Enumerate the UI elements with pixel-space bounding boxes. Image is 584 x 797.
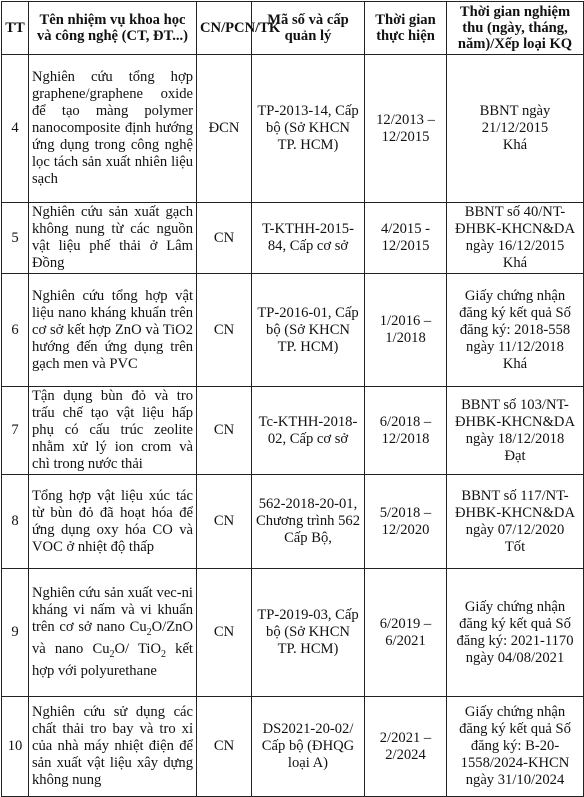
cell-period: 1/2016 – 1/2018	[365, 274, 447, 387]
header-code: Mã số và cấp quản lý	[252, 2, 365, 55]
accept-text: BBNT số 103/NT-ĐHBK-KHCN&DA ngày 18/12/2018	[455, 396, 575, 447]
cell-code: Tc-KTHH-2018-02, Cấp cơ sở	[252, 387, 365, 475]
accept-text: Giấy chứng nhận đăng ký kết quả Số đăng ký: B-20-1558/2024-KHCN ngày 31/10/2024	[459, 704, 571, 788]
cell-tt: 8	[2, 475, 29, 569]
header-accept: Thời gian nghiệm thu (ngày, tháng, năm)/Xếp loại KQ	[447, 2, 584, 55]
cell-name	[29, 569, 197, 697]
cell-name: Nghiên cứu sử dụng các chất thải tro bay và tro xỉ của nhà máy nhiệt điện để sản xuất vật liệu xây dựng không nung	[29, 697, 197, 797]
research-projects-table	[1, 1, 584, 797]
header-role: CN/PCN/TK	[197, 2, 252, 55]
cell-role: CN	[197, 274, 252, 387]
cell-code: 562-2018-20-01, Chương trình 562 Cấp Bộ,	[252, 475, 365, 569]
result-text: Tốt	[504, 538, 526, 555]
name-part: O/ TiO	[114, 641, 161, 657]
accept-text: Giấy chứng nhận đăng ký kết quả Số đăng ký: 2018-558 ngày 11/12/2018	[459, 287, 571, 355]
table-row	[2, 55, 584, 203]
table-header-row	[2, 2, 584, 55]
result-text: Đạt	[504, 447, 526, 464]
cell-code: DS2021-20-02/ Cấp bộ (ĐHQG loại A)	[252, 697, 365, 797]
cell-code: TP-2016-01, Cấp bộ (Sở KHCN TP. HCM)	[252, 274, 365, 387]
cell-period: 5/2018 – 12/2020	[365, 475, 447, 569]
cell-accept	[447, 387, 584, 475]
header-period: Thời gian thực hiện	[365, 2, 447, 55]
header-tt: TT	[2, 2, 29, 55]
cell-tt: 9	[2, 569, 29, 697]
table-row	[2, 475, 584, 569]
cell-period: 2/2021 – 2/2024	[365, 697, 447, 797]
name-part: O/ZnO và nano Cu	[32, 619, 193, 657]
cell-code: TP-2019-03, Cấp bộ (Sở KHCN TP. HCM)	[252, 569, 365, 697]
table-row	[2, 203, 584, 274]
cell-period: 6/2018 – 12/2018	[365, 387, 447, 475]
cell-accept	[447, 274, 584, 387]
table-row	[2, 569, 584, 697]
name-part: Nghiên cứu sản xuất vec-ni kháng vi nấm và vi khuẩn trên cơ sở nano Cu	[32, 585, 193, 636]
table-row	[2, 387, 584, 475]
cell-code: TP-2013-14, Cấp bộ (Sở KHCN TP. HCM)	[252, 55, 365, 203]
cell-name: Nghiên cứu tổng hợp vật liệu nano kháng khuẩn trên cơ sở kết hợp ZnO và TiO2 hướng đến ứng dụng trên gạch men và PVC	[29, 274, 197, 387]
result-text: Khá	[502, 137, 528, 153]
cell-name: Tận dụng bùn đỏ và tro trấu chế tạo vật liệu hấp phụ có cấu trúc zeolite nhằm xử lý ion crom và chì trong nước thải	[29, 387, 197, 475]
table-row	[2, 697, 584, 797]
name-part: kết hợp với polyurethane	[32, 641, 193, 679]
cell-accept	[447, 697, 584, 797]
cell-role: CN	[197, 475, 252, 569]
result-text: Khá	[502, 255, 528, 271]
result-text: Khá	[502, 355, 528, 372]
cell-role: CN	[197, 387, 252, 475]
cell-code: T-KTHH-2015-84, Cấp cơ sở	[252, 203, 365, 274]
table-row	[2, 274, 584, 387]
accept-text: Giấy chứng nhận đăng ký kết quả Số đăng ký: 2021-1170 ngày 04/08/2021	[456, 598, 574, 666]
header-name: Tên nhiệm vụ khoa học và công nghệ (CT, ĐT...)	[29, 2, 197, 55]
cell-accept	[447, 55, 584, 203]
cell-role: ĐCN	[197, 55, 252, 203]
cell-tt: 7	[2, 387, 29, 475]
accept-text: BBNT số 40/NT-ĐHBK-KHCN&DA ngày 16/12/2015	[455, 204, 575, 254]
cell-role: CN	[197, 697, 252, 797]
accept-text: BBNT ngày 21/12/2015	[479, 103, 551, 136]
name-subscript: 2	[146, 627, 152, 638]
cell-tt: 10	[2, 697, 29, 797]
cell-tt: 4	[2, 55, 29, 203]
cell-tt: 6	[2, 274, 29, 387]
cell-name: Nghiên cứu sản xuất gạch không nung từ các nguồn vật liệu phế thải ở Lâm Đồng	[29, 203, 197, 274]
cell-period: 4/2015 - 12/2015	[365, 203, 447, 274]
name-subscript: 2	[109, 648, 115, 660]
cell-role: CN	[197, 203, 252, 274]
cell-accept	[447, 475, 584, 569]
cell-accept	[447, 203, 584, 274]
cell-period: 6/2019 – 6/2021	[365, 569, 447, 697]
cell-name: Tổng hợp vật liệu xúc tác từ bùn đỏ đã hoạt hóa để ứng dụng oxy hóa CO và VOC ở nhiệt độ thấp	[29, 475, 197, 569]
cell-name: Nghiên cứu tổng hợp graphene/graphene oxide để tạo màng polymer nanocomposite định hướng ứng dụng trong công nghệ lọc tách sản xuất nhiên liệu sạch	[29, 55, 197, 203]
cell-role: CN	[197, 569, 252, 697]
cell-accept	[447, 569, 584, 697]
cell-tt: 5	[2, 203, 29, 274]
accept-text: BBNT số 117/NT-ĐHBK-KHCN&DA ngày 07/12/2020	[455, 487, 575, 538]
name-subscript: 2	[161, 648, 166, 660]
cell-period: 12/2013 – 12/2015	[365, 55, 447, 203]
